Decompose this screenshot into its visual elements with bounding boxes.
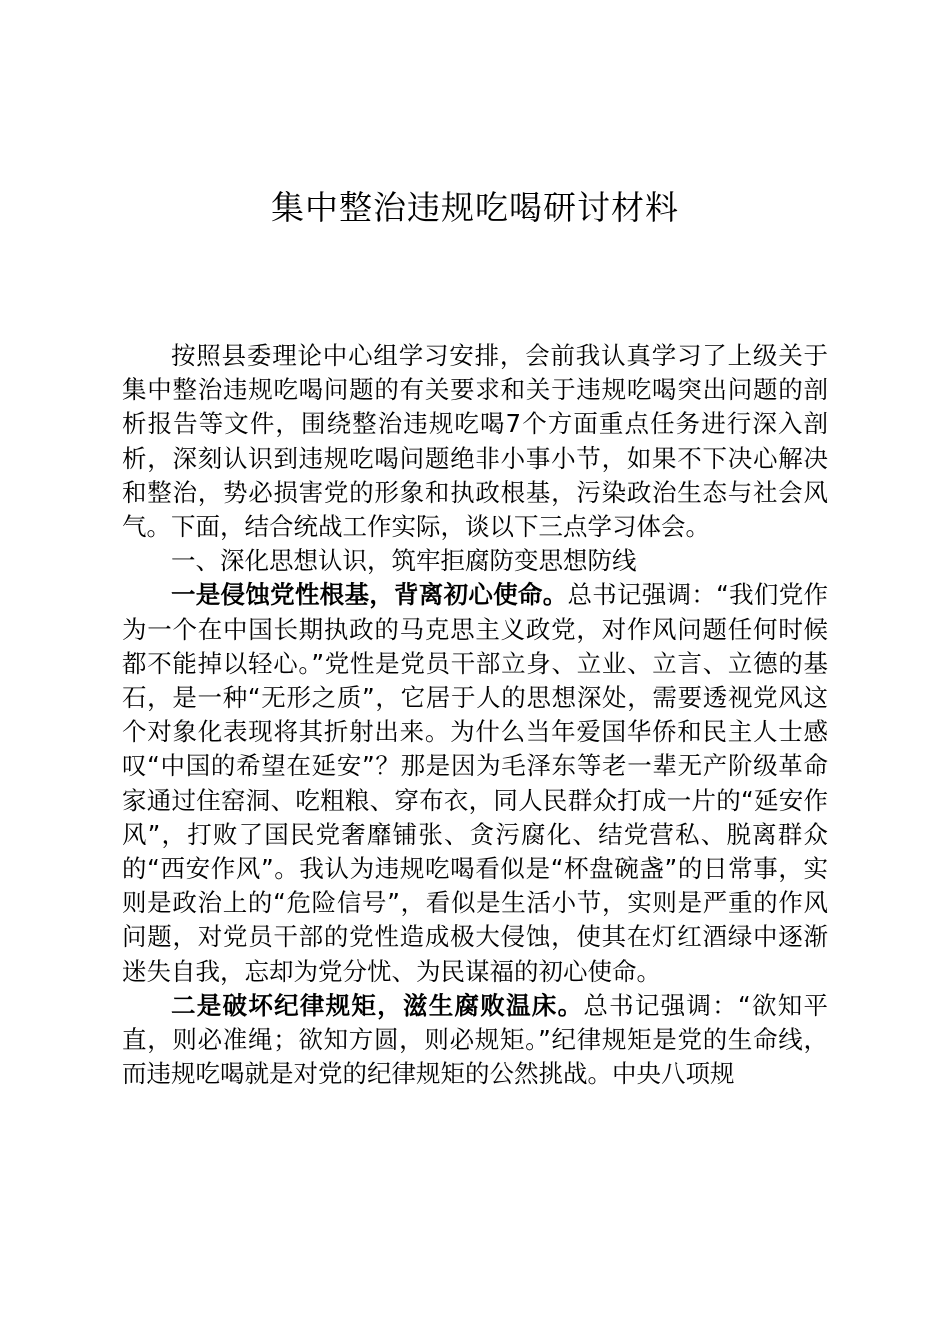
intro-paragraph: 按照县委理论中心组学习安排，会前我认真学习了上级关于集中整治违规吃喝问题的有关要求和关于违规吃喝突出问题的剖析报告等文件，围绕整治违规吃喝7个方面重点任务进行深入剖析，深刻认识到违规吃喝问题绝非小事小节，如果不下决心解决和整治，势必损害党的形象和执政根基，污染政治生态与社会风气。下面，结合统战工作实际，谈以下三点学习体会。 — [122, 341, 828, 542]
document-body — [122, 339, 828, 1091]
section-heading-1: 一、深化思想认识，筑牢拒腐防变思想防线 — [171, 546, 637, 576]
document-title: 集中整治违规吃喝研讨材料 — [271, 188, 679, 227]
point-1-paragraph — [122, 578, 828, 988]
point-1-lead: 一是侵蚀党性根基，背离初心使命。 — [171, 580, 568, 610]
point-2-lead: 二是破坏纪律规矩，滋生腐败温床。 — [171, 990, 584, 1020]
point-2-paragraph — [122, 989, 828, 1092]
point-2-body: 总书记强调：“欲知平直，则必准绳；欲知方圆，则必规矩。”纪律规矩是党的生命线，而违规吃喝就是对党的纪律规矩的公然挑战。中央八项规 — [122, 990, 828, 1089]
point-1-body: 总书记强调：“我们党作为一个在中国长期执政的马克思主义政党，对作风问题任何时候都不能掉以轻心。”党性是党员干部立身、立业、立言、立德的基石，是一种“无形之质”，它居于人的思想深处，需要透视党风这个对象化表现将其折射出来。为什么当年爱国华侨和民主人士感叹“中国的希望在延安”？那是因为毛泽东等老一辈无产阶级革命家通过住窑洞、吃粗粮、穿布衣，同人民群众打成一片的“延安作风”，打败了国民党奢靡铺张、贪污腐化、结党营私、脱离群众的“西安作风”。我认为违规吃喝看似是“杯盘碗盏”的日常事，实则是政治上的“危险信号”，看似是生活小节，实则是严重的作风问题，对党员干部的党性造成极大侵蚀，使其在灯红酒绿中逐渐迷失自我，忘却为党分忧、为民谋福的初心使命。 — [122, 580, 828, 986]
